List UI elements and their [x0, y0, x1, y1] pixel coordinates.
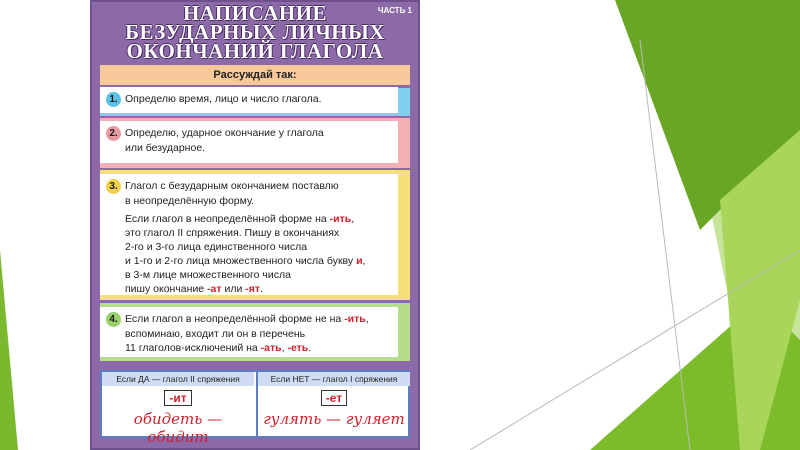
left-suffix: -ит [164, 390, 191, 406]
rules-poster [90, 0, 420, 450]
step-4-l1-post: , [365, 313, 369, 325]
poster-title [90, 0, 420, 64]
step-2-card [100, 121, 398, 163]
step-3-card [100, 174, 398, 295]
step-1-number: 1. [106, 92, 121, 107]
left-example: обидеть — обидит [133, 410, 223, 446]
left-green-shard [0, 250, 18, 450]
step-3-b1-text: Если глагол в неопределённой форме на [125, 213, 330, 225]
step-3-b6-text: пишу окончание [125, 283, 208, 295]
step-3-line-b5: в 3-м лице множественного числа [125, 269, 291, 281]
step-3-b4-letter: и [356, 255, 363, 267]
step-3-b4-post: , [362, 255, 366, 267]
left-label: Если ДА — глагол II спряжения [102, 372, 254, 386]
step-4-line-2: вспоминаю, входит ли он в перечень [125, 328, 306, 340]
conjugation-right [258, 372, 410, 436]
step-4-line-3 [106, 341, 392, 355]
step-2-line-2: или безударное. [125, 142, 206, 154]
right-suffix: -ет [321, 390, 347, 406]
right-example: гулять — гуляет [263, 410, 405, 428]
title-line-1: НАПИСАНИЕ [182, 1, 328, 25]
step-3-line-a2: в неопределённую форму. [125, 195, 255, 207]
step-3-b6-mid: или [221, 283, 246, 295]
step-3-line-b2: это глагол II спряжения. Пишу в окончаниях [125, 227, 340, 239]
step-4-l3-suffix-1: -ать [260, 342, 282, 354]
step-4-l1-text: Если глагол в неопределённой форме не на [125, 313, 345, 325]
step-4-number: 4. [106, 312, 121, 327]
step-2-number: 2. [106, 126, 121, 141]
step-1-card [100, 87, 398, 113]
step-4-l3-mid: , [281, 342, 288, 354]
step-3-line-b3: 2-го и 3-го лица единственного числа [125, 241, 308, 253]
reason-header: Рассуждай так: [100, 65, 410, 85]
title-line-3: ОКОНЧАНИЙ ГЛАГОЛА [126, 39, 384, 63]
step-3-b1-suffix: -ить [329, 213, 352, 225]
step-4-l3-post: . [308, 342, 312, 354]
step-3-number: 3. [106, 179, 121, 194]
step-3-line-a1: Глагол с безударным окончанием поставлю [125, 180, 339, 192]
step-4-card [100, 307, 398, 357]
step-3-line-b4 [106, 254, 392, 268]
right-label: Если НЕТ — глагол I спряжения [258, 372, 410, 386]
conjugation-table [100, 370, 410, 446]
step-4-l1-suffix: -ить [344, 313, 366, 325]
step-3-line-b6 [106, 282, 392, 296]
step-4-l3-text: 11 глаголов-исключений на [125, 342, 261, 354]
step-3-b6-suffix-1: -ат [207, 283, 222, 295]
step-3-b4-text: и 1-го и 2-го лица множественного числа букву [125, 255, 357, 267]
part-label: ЧАСТЬ 1 [377, 6, 412, 15]
step-3-line-b1 [106, 212, 392, 226]
step-4-l3-suffix-2: -еть [287, 342, 309, 354]
step-3-b1-post: , [351, 213, 355, 225]
step-2-line-1: Определю, ударное окончание у глагола [125, 127, 324, 139]
title-line-2: БЕЗУДАРНЫХ ЛИЧНЫХ [125, 20, 385, 44]
conjugation-left [102, 372, 254, 446]
step-3-b6-suffix-2: -ят [245, 283, 261, 295]
step-3-b6-post: . [260, 283, 263, 295]
step-1-text: Определю время, лицо и число глагола. [125, 93, 322, 105]
